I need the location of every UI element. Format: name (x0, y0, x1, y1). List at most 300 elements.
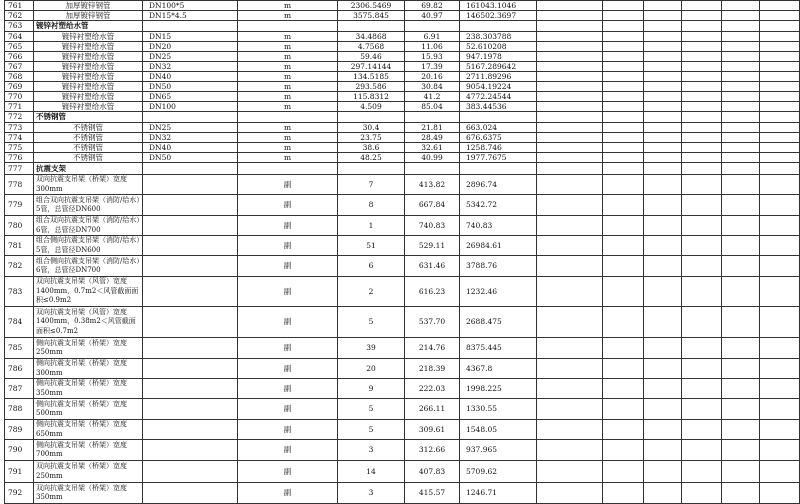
table-row (5, 236, 800, 256)
item-name: 双向抗震支吊架（桥架）宽度350mm (34, 483, 143, 504)
empty-cell (760, 1, 800, 11)
item-unit: m (238, 133, 338, 143)
empty-cell (760, 379, 800, 399)
item-amount: 146502.3697 (460, 11, 537, 21)
empty-cell (603, 163, 644, 175)
row-number: 778 (5, 175, 34, 195)
empty-cell (760, 62, 800, 72)
item-unit-price: 17.39 (405, 62, 460, 72)
item-unit-price: 667.84 (405, 195, 460, 216)
item-amount: 937.965 (460, 440, 537, 461)
empty-cell (537, 256, 603, 277)
table-row (5, 483, 800, 504)
table-row (5, 420, 800, 440)
empty-cell (760, 277, 800, 307)
item-spec (143, 277, 238, 307)
row-number: 777 (5, 163, 34, 175)
empty-cell (760, 236, 800, 256)
empty-cell (537, 379, 603, 399)
empty-cell (644, 11, 682, 21)
empty-cell (722, 256, 760, 277)
item-spec: DN25 (143, 123, 238, 133)
item-unit: m (238, 1, 338, 11)
item-unit: m (238, 82, 338, 92)
item-unit-price: 312.66 (405, 440, 460, 461)
item-unit: 副 (238, 338, 338, 359)
item-name: 不锈钢管 (34, 123, 143, 133)
item-unit-price: 407.83 (405, 461, 460, 483)
row-number: 766 (5, 52, 34, 62)
item-unit-price: 413.82 (405, 175, 460, 195)
item-unit-price: 30.84 (405, 82, 460, 92)
item-unit: m (238, 102, 338, 112)
empty-cell (722, 440, 760, 461)
empty-cell (603, 379, 644, 399)
empty-cell (722, 123, 760, 133)
empty-cell (682, 42, 722, 52)
table-row (5, 1, 800, 11)
item-name: 镀锌衬塑给水管 (34, 52, 143, 62)
item-quantity (338, 21, 405, 32)
empty-cell (603, 359, 644, 379)
item-unit: m (238, 153, 338, 163)
table-row (5, 195, 800, 216)
item-spec (143, 216, 238, 236)
empty-cell (603, 143, 644, 153)
item-name: 不锈钢管 (34, 133, 143, 143)
empty-cell (760, 72, 800, 82)
item-unit: 副 (238, 216, 338, 236)
item-name: 镀锌衬塑给水管 (34, 72, 143, 82)
item-amount: 1246.71 (460, 483, 537, 504)
empty-cell (760, 102, 800, 112)
item-spec: DN100 (143, 102, 238, 112)
empty-cell (682, 277, 722, 307)
empty-cell (722, 420, 760, 440)
item-quantity: 6 (338, 256, 405, 277)
item-name: 侧向抗震支吊架（桥架）宽度300mm (34, 359, 143, 379)
item-quantity: 3575.845 (338, 11, 405, 21)
row-number: 765 (5, 42, 34, 52)
row-number: 784 (5, 307, 34, 338)
item-unit-price: 85.04 (405, 102, 460, 112)
empty-cell (537, 483, 603, 504)
empty-cell (722, 52, 760, 62)
empty-cell (682, 175, 722, 195)
item-name: 不锈钢管 (34, 143, 143, 153)
item-unit: m (238, 42, 338, 52)
empty-cell (644, 52, 682, 62)
empty-cell (682, 163, 722, 175)
empty-cell (644, 163, 682, 175)
item-name: 不锈钢管 (34, 153, 143, 163)
item-quantity: 134.5185 (338, 72, 405, 82)
item-quantity: 39 (338, 338, 405, 359)
table-row (5, 399, 800, 420)
item-quantity: 297.14144 (338, 62, 405, 72)
item-unit-price: 6.91 (405, 32, 460, 42)
item-amount: 1232.46 (460, 277, 537, 307)
empty-cell (722, 236, 760, 256)
empty-cell (537, 420, 603, 440)
item-quantity: 51 (338, 236, 405, 256)
empty-cell (760, 483, 800, 504)
item-amount: 1977.7675 (460, 153, 537, 163)
item-name: 侧向抗震支吊架（桥架）宽度350mm (34, 379, 143, 399)
item-name: 加厚镀锌钢管 (34, 11, 143, 21)
row-number: 774 (5, 133, 34, 143)
empty-cell (537, 399, 603, 420)
empty-cell (537, 92, 603, 102)
empty-cell (644, 72, 682, 82)
empty-cell (760, 11, 800, 21)
empty-cell (682, 1, 722, 11)
empty-cell (682, 483, 722, 504)
item-unit-price: 40.97 (405, 11, 460, 21)
empty-cell (644, 195, 682, 216)
empty-cell (722, 483, 760, 504)
item-unit-price (405, 112, 460, 123)
table-row (5, 62, 800, 72)
empty-cell (537, 338, 603, 359)
row-number: 783 (5, 277, 34, 307)
item-quantity: 23.75 (338, 133, 405, 143)
table-row (5, 440, 800, 461)
item-name: 抗震支架 (34, 163, 143, 175)
table-row (5, 32, 800, 42)
row-number: 773 (5, 123, 34, 133)
row-number: 776 (5, 153, 34, 163)
empty-cell (603, 440, 644, 461)
table-row (5, 175, 800, 195)
table-row (5, 112, 800, 123)
item-name: 组合侧向抗震支吊架（消防/给水）6管，总管径DN700 (34, 256, 143, 277)
empty-cell (760, 21, 800, 32)
empty-cell (537, 461, 603, 483)
item-quantity: 34.4868 (338, 32, 405, 42)
empty-cell (644, 123, 682, 133)
item-name: 侧向抗震支吊架（桥架）宽度700mm (34, 440, 143, 461)
table-row (5, 72, 800, 82)
row-number: 771 (5, 102, 34, 112)
item-unit-price: 69.82 (405, 1, 460, 11)
empty-cell (537, 11, 603, 21)
empty-cell (682, 440, 722, 461)
empty-cell (537, 307, 603, 338)
item-spec: DN50 (143, 82, 238, 92)
row-number: 780 (5, 216, 34, 236)
item-spec: DN40 (143, 143, 238, 153)
item-spec (143, 461, 238, 483)
table-row (5, 153, 800, 163)
empty-cell (537, 1, 603, 11)
empty-cell (644, 1, 682, 11)
item-amount: 2896.74 (460, 175, 537, 195)
row-number: 785 (5, 338, 34, 359)
item-spec: DN40 (143, 72, 238, 82)
empty-cell (644, 92, 682, 102)
item-amount: 2711.89296 (460, 72, 537, 82)
item-spec (143, 440, 238, 461)
item-unit: 副 (238, 359, 338, 379)
item-spec (143, 359, 238, 379)
empty-cell (682, 338, 722, 359)
empty-cell (760, 420, 800, 440)
empty-cell (603, 112, 644, 123)
empty-cell (682, 92, 722, 102)
table-row (5, 359, 800, 379)
item-unit-price: 41.2 (405, 92, 460, 102)
item-name: 双向抗震支吊架（桥架）宽度300mm (34, 175, 143, 195)
row-number: 770 (5, 92, 34, 102)
empty-cell (682, 256, 722, 277)
empty-cell (644, 461, 682, 483)
empty-cell (603, 153, 644, 163)
empty-cell (760, 143, 800, 153)
empty-cell (722, 399, 760, 420)
empty-cell (722, 195, 760, 216)
item-amount (460, 163, 537, 175)
item-unit-price: 214.76 (405, 338, 460, 359)
table-row (5, 92, 800, 102)
empty-cell (644, 399, 682, 420)
item-amount: 663.024 (460, 123, 537, 133)
item-amount: 8375.445 (460, 338, 537, 359)
item-amount: 161043.1046 (460, 1, 537, 11)
empty-cell (682, 72, 722, 82)
table-row (5, 11, 800, 21)
empty-cell (603, 42, 644, 52)
item-amount: 383.44536 (460, 102, 537, 112)
empty-cell (722, 359, 760, 379)
empty-cell (760, 307, 800, 338)
empty-cell (603, 52, 644, 62)
empty-cell (722, 112, 760, 123)
item-amount: 4367.8 (460, 359, 537, 379)
item-unit-price: 537.70 (405, 307, 460, 338)
item-amount: 4772.24544 (460, 92, 537, 102)
item-unit: 副 (238, 420, 338, 440)
item-name: 组合侧向抗震支吊架（消防/给水）5管，总管径DN600 (34, 236, 143, 256)
empty-cell (644, 420, 682, 440)
item-quantity: 4.7568 (338, 42, 405, 52)
item-unit: 副 (238, 175, 338, 195)
item-quantity: 20 (338, 359, 405, 379)
item-name: 镀锌衬塑给水管 (34, 42, 143, 52)
item-quantity: 5 (338, 399, 405, 420)
item-quantity: 9 (338, 379, 405, 399)
empty-cell (537, 175, 603, 195)
item-unit: 副 (238, 307, 338, 338)
empty-cell (682, 461, 722, 483)
item-name: 镀锌衬塑给水管 (34, 92, 143, 102)
table-row (5, 21, 800, 32)
item-unit-price (405, 163, 460, 175)
row-number: 769 (5, 82, 34, 92)
item-unit: 副 (238, 195, 338, 216)
item-unit-price: 28.49 (405, 133, 460, 143)
row-number: 787 (5, 379, 34, 399)
empty-cell (682, 195, 722, 216)
empty-cell (603, 1, 644, 11)
empty-cell (722, 82, 760, 92)
row-number: 762 (5, 11, 34, 21)
empty-cell (682, 307, 722, 338)
empty-cell (760, 92, 800, 102)
row-number: 764 (5, 32, 34, 42)
item-unit: 副 (238, 483, 338, 504)
empty-cell (722, 338, 760, 359)
item-unit: m (238, 52, 338, 62)
item-spec (143, 175, 238, 195)
empty-cell (537, 236, 603, 256)
empty-cell (537, 123, 603, 133)
item-unit: m (238, 72, 338, 82)
row-number: 782 (5, 256, 34, 277)
item-unit-price: 309.61 (405, 420, 460, 440)
empty-cell (644, 62, 682, 72)
row-number: 781 (5, 236, 34, 256)
empty-cell (537, 42, 603, 52)
item-unit: 副 (238, 440, 338, 461)
empty-cell (722, 62, 760, 72)
empty-cell (644, 42, 682, 52)
item-amount: 947.1978 (460, 52, 537, 62)
empty-cell (682, 133, 722, 143)
empty-cell (537, 359, 603, 379)
empty-cell (644, 277, 682, 307)
item-amount: 740.83 (460, 216, 537, 236)
empty-cell (603, 123, 644, 133)
item-amount: 1548.05 (460, 420, 537, 440)
quantity-price-table (4, 0, 800, 504)
item-amount: 676.6375 (460, 133, 537, 143)
empty-cell (760, 42, 800, 52)
item-quantity: 38.6 (338, 143, 405, 153)
empty-cell (722, 102, 760, 112)
empty-cell (537, 133, 603, 143)
empty-cell (760, 32, 800, 42)
empty-cell (603, 420, 644, 440)
item-unit-price: 40.99 (405, 153, 460, 163)
table-row (5, 52, 800, 62)
item-name: 组合双向抗震支吊架（消防/给水）6管，总管径DN700 (34, 216, 143, 236)
item-spec: DN25 (143, 52, 238, 62)
empty-cell (722, 72, 760, 82)
item-amount: 5342.72 (460, 195, 537, 216)
row-number: 767 (5, 62, 34, 72)
empty-cell (760, 461, 800, 483)
empty-cell (722, 153, 760, 163)
table-row (5, 216, 800, 236)
item-quantity: 48.25 (338, 153, 405, 163)
empty-cell (603, 62, 644, 72)
item-spec (143, 21, 238, 32)
empty-cell (722, 143, 760, 153)
item-unit-price: 11.06 (405, 42, 460, 52)
empty-cell (682, 32, 722, 42)
empty-cell (682, 153, 722, 163)
item-name: 不锈钢管 (34, 112, 143, 123)
empty-cell (603, 11, 644, 21)
item-quantity: 293.586 (338, 82, 405, 92)
item-spec (143, 195, 238, 216)
item-quantity: 59.46 (338, 52, 405, 62)
item-name: 双向抗震支吊架（桥架）宽度250mm (34, 461, 143, 483)
item-amount: 1998.225 (460, 379, 537, 399)
item-name: 侧向抗震支吊架（桥架）宽度650mm (34, 420, 143, 440)
empty-cell (722, 175, 760, 195)
empty-cell (603, 195, 644, 216)
item-spec (143, 163, 238, 175)
item-name: 镀锌衬塑给水管 (34, 21, 143, 32)
item-name: 加厚镀锌钢管 (34, 1, 143, 11)
item-unit-price (405, 21, 460, 32)
empty-cell (682, 82, 722, 92)
empty-cell (644, 153, 682, 163)
item-amount: 5167.289642 (460, 62, 537, 72)
table-row (5, 379, 800, 399)
table-row (5, 42, 800, 52)
item-quantity: 2306.5469 (338, 1, 405, 11)
item-spec (143, 399, 238, 420)
empty-cell (682, 21, 722, 32)
empty-cell (722, 21, 760, 32)
item-name: 侧向抗震支吊架（桥架）宽度250mm (34, 338, 143, 359)
item-spec (143, 379, 238, 399)
empty-cell (603, 133, 644, 143)
empty-cell (722, 32, 760, 42)
empty-cell (760, 163, 800, 175)
item-name: 双向抗震支吊架（风管）宽度1400mm，0.7m2＜风管截面面积≤0.9m2 (34, 277, 143, 307)
empty-cell (760, 338, 800, 359)
empty-cell (722, 133, 760, 143)
item-unit: 副 (238, 461, 338, 483)
item-spec: DN15*4.5 (143, 11, 238, 21)
item-spec: DN20 (143, 42, 238, 52)
item-unit-price: 631.46 (405, 256, 460, 277)
item-unit: 副 (238, 277, 338, 307)
empty-cell (682, 236, 722, 256)
empty-cell (603, 175, 644, 195)
empty-cell (644, 32, 682, 42)
empty-cell (537, 195, 603, 216)
item-unit-price: 32.61 (405, 143, 460, 153)
empty-cell (760, 440, 800, 461)
empty-cell (644, 379, 682, 399)
table-row (5, 143, 800, 153)
empty-cell (603, 102, 644, 112)
empty-cell (537, 440, 603, 461)
empty-cell (722, 11, 760, 21)
item-name: 组合双向抗震支吊架（消防/给水）5管，总管径DN600 (34, 195, 143, 216)
item-spec (143, 112, 238, 123)
item-unit-price: 21.81 (405, 123, 460, 133)
item-amount: 5709.62 (460, 461, 537, 483)
empty-cell (682, 11, 722, 21)
empty-cell (603, 338, 644, 359)
empty-cell (760, 195, 800, 216)
empty-cell (603, 236, 644, 256)
row-number: 786 (5, 359, 34, 379)
item-unit-price: 266.11 (405, 399, 460, 420)
table-row (5, 133, 800, 143)
table-row (5, 277, 800, 307)
item-amount: 9054.19224 (460, 82, 537, 92)
empty-cell (682, 143, 722, 153)
item-quantity (338, 163, 405, 175)
empty-cell (537, 112, 603, 123)
